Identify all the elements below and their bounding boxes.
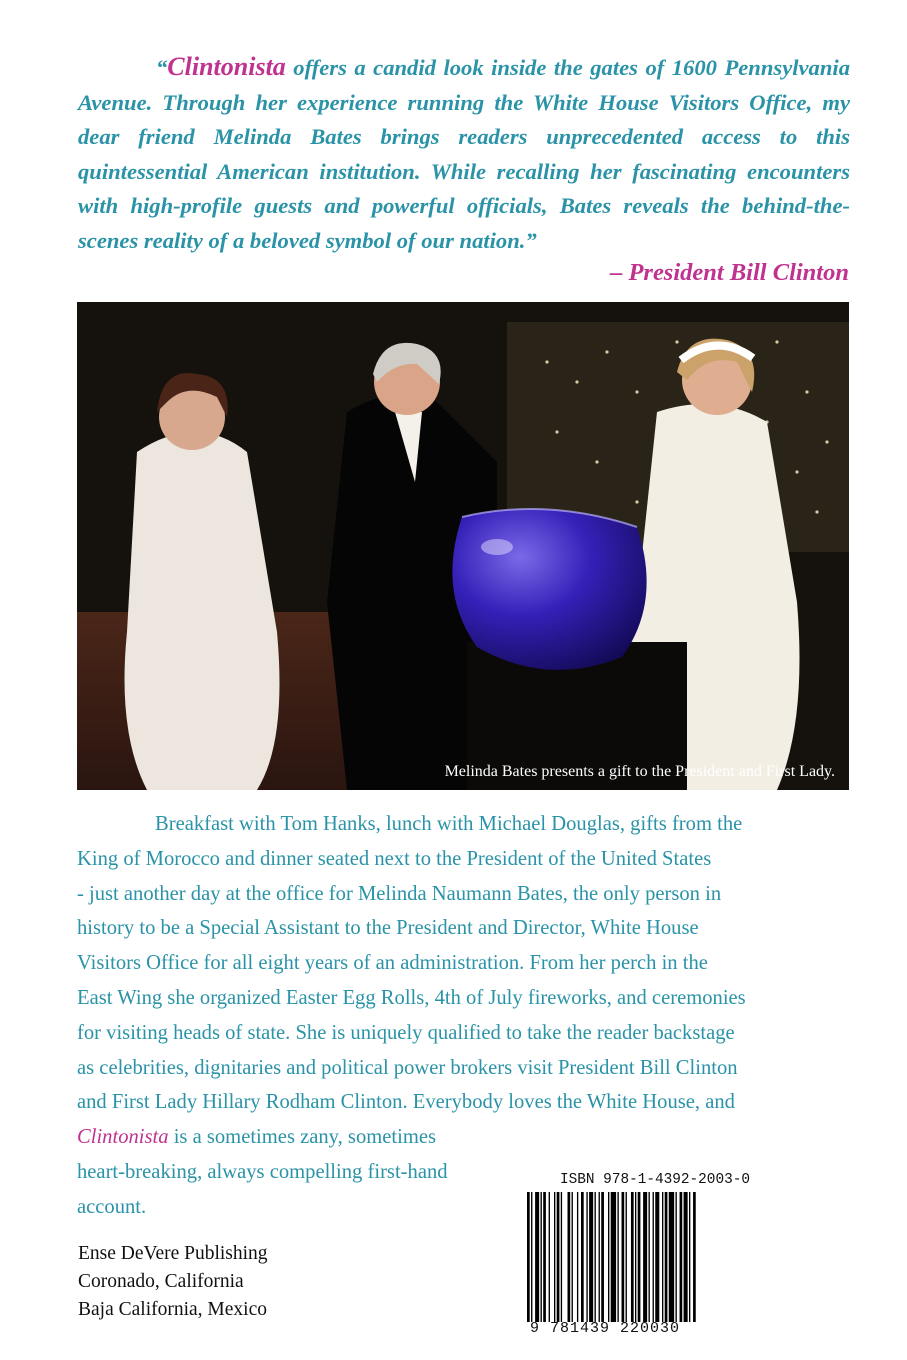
description-book-title: Clintonista (77, 1126, 169, 1149)
barcode-digits: 9 781439 220030 (530, 1320, 681, 1337)
description-line: King of Morocco and dinner seated next to the President of the United States (77, 847, 712, 870)
description-line: for visiting heads of state. She is uniquely qualified to take the reader backstage (77, 1021, 735, 1044)
description-line: East Wing she organized Easter Egg Rolls, 4th of July fireworks, and ceremonies (77, 986, 746, 1009)
description-line: Breakfast with Tom Hanks, lunch with Michael Douglas, gifts from the (155, 813, 743, 835)
publisher-region: Baja California, Mexico (78, 1299, 267, 1320)
photo-illustration (77, 302, 849, 790)
description-line: - just another day at the office for Melinda Naumann Bates, the only person in (77, 882, 722, 905)
book-description (77, 807, 849, 1225)
description-line: heart-breaking, always compelling first-hand (77, 1160, 448, 1183)
description-line: Visitors Office for all eight years of an administration. From her perch in the (77, 952, 708, 975)
description-tail: is a sometimes zany, sometimes (168, 1126, 437, 1149)
barcode-icon (525, 1192, 765, 1322)
description-line: account. (77, 1195, 147, 1218)
isbn-label: ISBN 978-1-4392-2003-0 (560, 1172, 750, 1188)
quote-text: offers a candid look inside the gates of 1600 Pennsylvania Avenue. Through her experience running the White House Visitors Office, my dear friend Melinda Bates brings readers unprecedented access to this quintessential American institution. While recalling her fascinating encounters with high-profile guests and powerful officials, Bates reveals the behind-the-scenes reality of a beloved symbol of our nation.” (78, 55, 850, 253)
publisher-city: Coronado, California (78, 1271, 244, 1292)
publisher-block (78, 1240, 268, 1324)
quote-book-title: Clintonista (167, 52, 286, 81)
description-line: as celebrities, dignitaries and political power brokers visit President Bill Clinton (77, 1056, 738, 1079)
endorsement-quote (78, 50, 850, 258)
description-line: history to be a Special Assistant to the President and Director, White House (77, 917, 699, 940)
description-line (77, 1120, 849, 1155)
quote-open-mark: “ (156, 55, 168, 80)
cover-photo (77, 302, 849, 790)
photo-caption: Melinda Bates presents a gift to the President and First Lady. (444, 763, 835, 780)
publisher-name: Ense DeVere Publishing (78, 1243, 268, 1264)
quote-attribution: – President Bill Clinton (610, 259, 849, 286)
description-line: and First Lady Hillary Rodham Clinton. Everybody loves the White House, and (77, 1091, 735, 1114)
